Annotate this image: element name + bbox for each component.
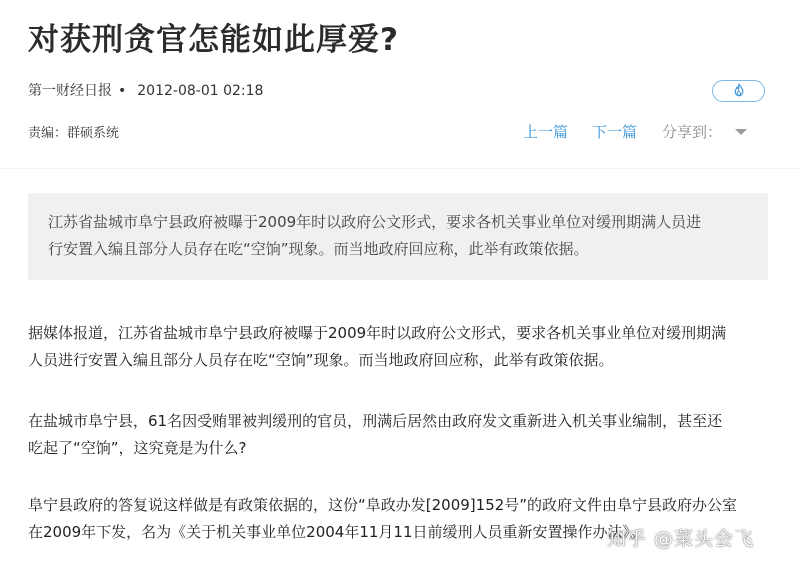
paragraph-line: 在2009年下发，名为《关于机关事业单位2004年11月11日前缓刑人员重新安置操作办法》。 (28, 523, 646, 541)
flame-icon (732, 82, 746, 101)
paragraph-line: 据媒体报道，江苏省盐城市阜宁县政府被曝于2009年时以政府公文形式，要求各机关事业单位对缓刑期满 (28, 324, 727, 342)
body-paragraph (28, 408, 773, 462)
next-article-link[interactable]: 下一篇 (592, 123, 638, 141)
header-divider (0, 168, 798, 169)
meta-separator: • (118, 83, 127, 99)
summary-line: 行安置入编且部分人员存在吃“空饷”现象。而当地政府回应称，此举有政策依据。 (48, 240, 589, 258)
article-editor: 责编：群硕系统 (28, 126, 120, 141)
caret-down-icon[interactable] (735, 129, 747, 135)
article-meta (28, 80, 263, 102)
article-title: 对获刑贪官怎能如此厚爱? (28, 22, 399, 58)
summary-line: 江苏省盐城市阜宁县政府被曝于2009年时以政府公文形式，要求各机关事业单位对缓刑期满人员进 (48, 213, 702, 231)
prev-article-link[interactable]: 上一篇 (523, 123, 569, 141)
share-label[interactable]: 分享到： (662, 123, 723, 141)
paragraph-line: 阜宁县政府的答复说这样做是有政策依据的，这份“阜政办发[2009]152号”的政府文件由阜宁县政府办公室 (28, 496, 738, 514)
zhihu-watermark: 知乎 @菜头会飞 (607, 528, 755, 550)
paragraph-line: 吃起了“空饷”，这究竟是为什么? (28, 439, 247, 457)
article-source[interactable]: 第一财经日报 (28, 83, 112, 99)
article-datetime: 2012-08-01 02:18 (137, 83, 264, 99)
article-summary (28, 193, 768, 280)
paragraph-line: 人员进行安置入编且部分人员存在吃“空饷”现象。而当地政府回应称，此举有政策依据。 (28, 351, 614, 369)
body-paragraph (28, 320, 773, 374)
paragraph-line: 在盐城市阜宁县，61名因受贿罪被判缓刑的官员，刑满后居然由政府发文重新进入机关事业编制，甚至还 (28, 412, 723, 430)
like-button[interactable] (712, 80, 765, 102)
